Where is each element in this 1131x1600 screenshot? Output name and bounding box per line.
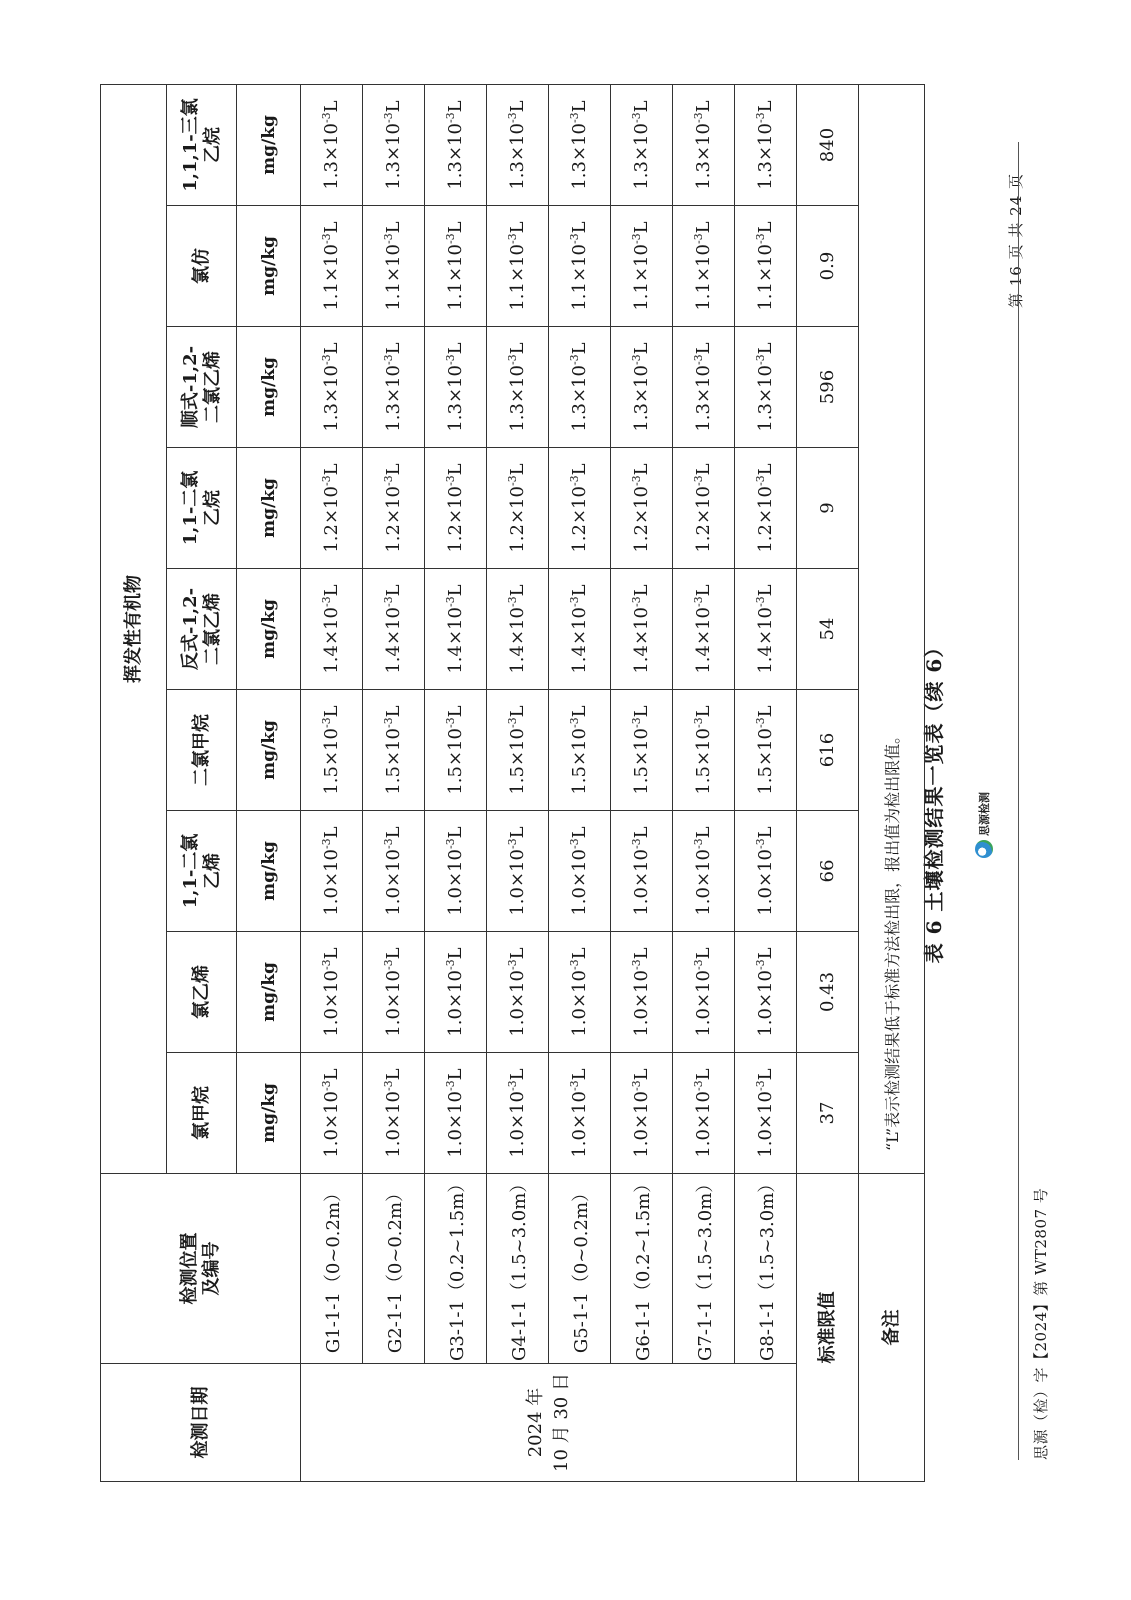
value-cell: $1.3\times 10^{-3}L$ <box>673 327 735 448</box>
limit-value: 0.43 <box>797 932 859 1053</box>
analyte-header: 反式-1,2- 二氯乙烯 <box>167 569 237 690</box>
value-cell: $1.2\times 10^{-3}L$ <box>735 448 797 569</box>
value-cell: $1.4\times 10^{-3}L$ <box>425 569 487 690</box>
header-rule <box>1018 142 1019 1460</box>
note-label: 备注 <box>859 1174 925 1482</box>
value-cell: $1.3\times 10^{-3}L$ <box>487 85 549 206</box>
limit-value: 616 <box>797 690 859 811</box>
analyte-header: 二氯甲烷 <box>167 690 237 811</box>
value-cell: $1.2\times 10^{-3}L$ <box>301 448 363 569</box>
value-cell: $1.3\times 10^{-3}L$ <box>735 85 797 206</box>
value-cell: $1.0\times 10^{-3}L$ <box>425 1053 487 1174</box>
limit-label: 标准限值 <box>797 1174 859 1482</box>
unit-cell: mg/kg <box>237 690 301 811</box>
unit-cell: mg/kg <box>237 811 301 932</box>
value-cell: $1.5\times 10^{-3}L$ <box>301 690 363 811</box>
value-cell: $1.3\times 10^{-3}L$ <box>363 327 425 448</box>
value-cell: $1.1\times 10^{-3}L$ <box>425 206 487 327</box>
value-cell: $1.4\times 10^{-3}L$ <box>487 569 549 690</box>
value-cell: $1.1\times 10^{-3}L$ <box>611 206 673 327</box>
date-cell: 2024 年 10 月 30 日 <box>301 1364 797 1482</box>
value-cell: $1.1\times 10^{-3}L$ <box>735 206 797 327</box>
value-cell: $1.3\times 10^{-3}L$ <box>425 327 487 448</box>
value-cell: $1.4\times 10^{-3}L$ <box>735 569 797 690</box>
value-cell: $1.0\times 10^{-3}L$ <box>673 811 735 932</box>
table-row <box>487 85 549 1482</box>
unit-cell: mg/kg <box>237 1053 301 1174</box>
value-cell: $1.1\times 10^{-3}L$ <box>363 206 425 327</box>
value-cell: $1.0\times 10^{-3}L$ <box>673 1053 735 1174</box>
date-column-header: 检测日期 <box>101 1364 301 1482</box>
value-cell: $1.5\times 10^{-3}L$ <box>611 690 673 811</box>
value-cell: $1.5\times 10^{-3}L$ <box>425 690 487 811</box>
analyte-header: 顺式-1,2- 二氯乙烯 <box>167 327 237 448</box>
analyte-header: 氯乙烯 <box>167 932 237 1053</box>
value-cell: $1.0\times 10^{-3}L$ <box>363 811 425 932</box>
value-cell: $1.0\times 10^{-3}L$ <box>611 932 673 1053</box>
value-cell: $1.3\times 10^{-3}L$ <box>611 85 673 206</box>
value-cell: $1.4\times 10^{-3}L$ <box>673 569 735 690</box>
analyte-header: 氯仿 <box>167 206 237 327</box>
unit-cell: mg/kg <box>237 932 301 1053</box>
value-cell: $1.0\times 10^{-3}L$ <box>363 932 425 1053</box>
limit-value: 37 <box>797 1053 859 1174</box>
value-cell: $1.2\times 10^{-3}L$ <box>611 448 673 569</box>
value-cell: $1.3\times 10^{-3}L$ <box>301 85 363 206</box>
value-cell: $1.3\times 10^{-3}L$ <box>301 327 363 448</box>
value-cell: $1.0\times 10^{-3}L$ <box>487 811 549 932</box>
value-cell: $1.0\times 10^{-3}L$ <box>549 1053 611 1174</box>
analyte-header: 1,1-二氯 乙烯 <box>167 811 237 932</box>
location-cell: G2-1-1（0~0.2m） <box>363 1174 425 1364</box>
value-cell: $1.0\times 10^{-3}L$ <box>301 932 363 1053</box>
value-cell: $1.0\times 10^{-3}L$ <box>487 932 549 1053</box>
location-cell: G7-1-1（1.5~3.0m） <box>673 1174 735 1364</box>
unit-cell: mg/kg <box>237 85 301 206</box>
location-column-header: 检测位置 及编号 <box>101 1174 301 1364</box>
value-cell: $1.4\times 10^{-3}L$ <box>363 569 425 690</box>
table-row <box>673 85 735 1482</box>
value-cell: $1.0\times 10^{-3}L$ <box>425 932 487 1053</box>
location-cell: G1-1-1（0~0.2m） <box>301 1174 363 1364</box>
value-cell: $1.5\times 10^{-3}L$ <box>363 690 425 811</box>
table-row <box>425 85 487 1482</box>
value-cell: $1.2\times 10^{-3}L$ <box>487 448 549 569</box>
value-cell: $1.5\times 10^{-3}L$ <box>735 690 797 811</box>
value-cell: $1.0\times 10^{-3}L$ <box>673 932 735 1053</box>
page-info: 第 16 页 共 24 页 <box>1007 172 1025 308</box>
table-row <box>735 85 797 1482</box>
limit-value: 840 <box>797 85 859 206</box>
value-cell: $1.3\times 10^{-3}L$ <box>735 327 797 448</box>
limit-value: 54 <box>797 569 859 690</box>
value-cell: $1.3\times 10^{-3}L$ <box>363 85 425 206</box>
unit-cell: mg/kg <box>237 206 301 327</box>
analyte-header: 1,1-二氯 乙烷 <box>167 448 237 569</box>
value-cell: $1.3\times 10^{-3}L$ <box>549 85 611 206</box>
location-cell: G8-1-1（1.5~3.0m） <box>735 1174 797 1364</box>
value-cell: $1.2\times 10^{-3}L$ <box>363 448 425 569</box>
value-cell: $1.3\times 10^{-3}L$ <box>549 327 611 448</box>
value-cell: $1.1\times 10^{-3}L$ <box>673 206 735 327</box>
logo-text: 思源检测 <box>978 792 991 836</box>
value-cell: $1.4\times 10^{-3}L$ <box>301 569 363 690</box>
table-body <box>301 85 925 1482</box>
value-cell: $1.1\times 10^{-3}L$ <box>301 206 363 327</box>
analyte-header: 氯甲烷 <box>167 1053 237 1174</box>
value-cell: $1.3\times 10^{-3}L$ <box>487 327 549 448</box>
value-cell: $1.0\times 10^{-3}L$ <box>549 811 611 932</box>
table-title: 表 6 土壤检测结果一览表（续 6） <box>922 636 946 964</box>
limit-value: 9 <box>797 448 859 569</box>
value-cell: $1.4\times 10^{-3}L$ <box>611 569 673 690</box>
logo-icon <box>975 840 993 858</box>
limit-value: 66 <box>797 811 859 932</box>
value-cell: $1.0\times 10^{-3}L$ <box>735 811 797 932</box>
value-cell: $1.0\times 10^{-3}L$ <box>425 811 487 932</box>
value-cell: $1.5\times 10^{-3}L$ <box>487 690 549 811</box>
unit-cell: mg/kg <box>237 569 301 690</box>
value-cell: $1.0\times 10^{-3}L$ <box>549 932 611 1053</box>
note-row <box>859 85 925 1482</box>
limit-row <box>797 85 859 1482</box>
value-cell: $1.3\times 10^{-3}L$ <box>611 327 673 448</box>
value-cell: $1.0\times 10^{-3}L$ <box>735 932 797 1053</box>
value-cell: $1.5\times 10^{-3}L$ <box>549 690 611 811</box>
note-text: “L”表示检测结果低于标准方法检出限，报出值为检出限值。 <box>859 85 925 1174</box>
value-cell: $1.2\times 10^{-3}L$ <box>549 448 611 569</box>
value-cell: $1.0\times 10^{-3}L$ <box>735 1053 797 1174</box>
results-table-wrap <box>100 84 902 1482</box>
group-header: 挥发性有机物 <box>101 85 167 1174</box>
limit-value: 0.9 <box>797 206 859 327</box>
value-cell: $1.2\times 10^{-3}L$ <box>673 448 735 569</box>
value-cell: $1.0\times 10^{-3}L$ <box>487 1053 549 1174</box>
value-cell: $1.4\times 10^{-3}L$ <box>549 569 611 690</box>
location-cell: G3-1-1（0.2~1.5m） <box>425 1174 487 1364</box>
location-cell: G5-1-1（0~0.2m） <box>549 1174 611 1364</box>
value-cell: $1.3\times 10^{-3}L$ <box>425 85 487 206</box>
value-cell: $1.5\times 10^{-3}L$ <box>673 690 735 811</box>
location-cell: G6-1-1（0.2~1.5m） <box>611 1174 673 1364</box>
document-number: 思源（检）字【2024】第 WT2807 号 <box>1032 1187 1050 1460</box>
value-cell: $1.2\times 10^{-3}L$ <box>425 448 487 569</box>
unit-cell: mg/kg <box>237 327 301 448</box>
table-row <box>301 85 363 1482</box>
value-cell: $1.0\times 10^{-3}L$ <box>611 1053 673 1174</box>
value-cell: $1.1\times 10^{-3}L$ <box>487 206 549 327</box>
analyte-header: 1,1,1-三氯 乙烷 <box>167 85 237 206</box>
unit-cell: mg/kg <box>237 448 301 569</box>
location-cell: G4-1-1（1.5~3.0m） <box>487 1174 549 1364</box>
value-cell: $1.0\times 10^{-3}L$ <box>611 811 673 932</box>
value-cell: $1.0\times 10^{-3}L$ <box>301 811 363 932</box>
value-cell: $1.3\times 10^{-3}L$ <box>673 85 735 206</box>
value-cell: $1.1\times 10^{-3}L$ <box>549 206 611 327</box>
company-logo <box>975 792 993 858</box>
table-row <box>611 85 673 1482</box>
results-table <box>100 84 925 1482</box>
limit-value: 596 <box>797 327 859 448</box>
value-cell: $1.0\times 10^{-3}L$ <box>363 1053 425 1174</box>
value-cell: $1.0\times 10^{-3}L$ <box>301 1053 363 1174</box>
table-row <box>549 85 611 1482</box>
table-row <box>363 85 425 1482</box>
